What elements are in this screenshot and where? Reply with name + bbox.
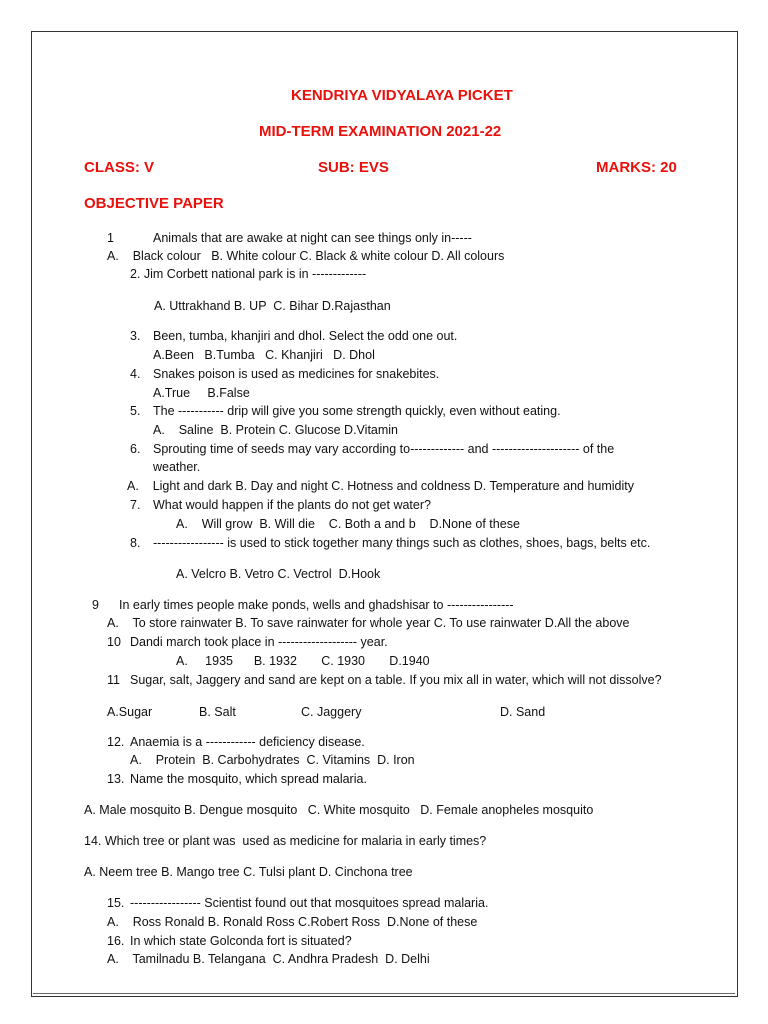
question-number: 12. <box>107 735 125 749</box>
question-options: A. Black colour B. White colour C. Black & white colour D. All colours <box>107 249 505 263</box>
question-text: 14. Which tree or plant was used as medicine for malaria in early times? <box>84 834 487 848</box>
question-options: A. Neem tree B. Mango tree C. Tulsi plant D. Cinchona tree <box>84 865 413 879</box>
question-options: A. To store rainwater B. To save rainwater for whole year C. To use rainwater D.All the above <box>107 616 630 630</box>
question-text: Anaemia is a ------------ deficiency disease. <box>130 735 365 749</box>
question-options: A. Saline B. Protein C. Glucose D.Vitamin <box>153 423 399 437</box>
question-text: Sprouting time of seeds may vary according to------------- and --------------------- of the <box>153 442 615 456</box>
question-options: A. Protein B. Carbohydrates C. Vitamins D. Iron <box>130 753 415 767</box>
option-a: A.Sugar <box>107 705 153 719</box>
question-number: 4. <box>130 367 141 381</box>
question-options: A. Uttrakhand B. UP C. Bihar D.Rajasthan <box>154 299 391 313</box>
page-border-bottom <box>33 991 735 994</box>
question-number: 3. <box>130 329 141 343</box>
question-options: A. Tamilnadu B. Telangana C. Andhra Pradesh D. Delhi <box>107 952 430 966</box>
subject-label: SUB: EVS <box>318 159 389 176</box>
question-text: Snakes poison is used as medicines for snakebites. <box>153 367 440 381</box>
marks-label: MARKS: 20 <box>596 159 677 176</box>
question-options: A. Will grow B. Will die C. Both a and b D.None of these <box>176 517 520 531</box>
question-options: A.Been B.Tumba C. Khanjiri D. Dhol <box>153 348 375 362</box>
school-name: KENDRIYA VIDYALAYA PICKET <box>291 87 513 104</box>
option-b: B. Salt <box>199 705 236 719</box>
question-number: 5. <box>130 404 141 418</box>
question-text: Been, tumba, khanjiri and dhol. Select the odd one out. <box>153 329 458 343</box>
question-options: A. Light and dark B. Day and night C. Hotness and coldness D. Temperature and humidity <box>127 479 634 493</box>
question-number: 11 <box>107 673 120 687</box>
question-text: In early times people make ponds, wells and ghadshisar to ---------------- <box>119 598 514 612</box>
question-number: 1 <box>107 231 114 245</box>
option-c: C. Jaggery <box>301 705 362 719</box>
question-text: ----------------- is used to stick together many things such as clothes, shoes, bags, belts etc. <box>153 536 651 550</box>
question-number: 8. <box>130 536 141 550</box>
question-options: A. Ross Ronald B. Ronald Ross C.Robert Ross D.None of these <box>107 915 478 929</box>
question-number: 6. <box>130 442 141 456</box>
question-text: The ----------- drip will give you some strength quickly, even without eating. <box>153 404 561 418</box>
question-options: A.True B.False <box>153 386 250 400</box>
question-text: In which state Golconda fort is situated? <box>130 934 352 948</box>
question-text-continued: weather. <box>153 460 201 474</box>
question-text: Sugar, salt, Jaggery and sand are kept on a table. If you mix all in water, which will not dissolve? <box>130 673 662 687</box>
question-text: 2. Jim Corbett national park is in ------------- <box>130 267 367 281</box>
question-options: A. 1935 B. 1932 C. 1930 D.1940 <box>176 654 430 668</box>
question-text: Animals that are awake at night can see things only in----- <box>153 231 472 245</box>
question-number: 15. <box>107 896 125 910</box>
exam-title: MID-TERM EXAMINATION 2021-22 <box>259 123 502 140</box>
question-number: 16. <box>107 934 125 948</box>
question-text: Name the mosquito, which spread malaria. <box>130 772 367 786</box>
question-options: A. Male mosquito B. Dengue mosquito C. White mosquito D. Female anopheles mosquito <box>84 803 594 817</box>
question-number: 7. <box>130 498 141 512</box>
question-number: 13. <box>107 772 125 786</box>
question-text: What would happen if the plants do not get water? <box>153 498 431 512</box>
option-d: D. Sand <box>500 705 546 719</box>
question-text: Dandi march took place in ------------------- year. <box>130 635 388 649</box>
question-number: 10 <box>107 635 121 649</box>
question-number: 9 <box>92 598 99 612</box>
question-options: A. Velcro B. Vetro C. Vectrol D.Hook <box>176 567 381 581</box>
question-text: ----------------- Scientist found out that mosquitoes spread malaria. <box>130 896 489 910</box>
class-label: CLASS: V <box>84 159 155 176</box>
section-title: OBJECTIVE PAPER <box>84 195 224 212</box>
